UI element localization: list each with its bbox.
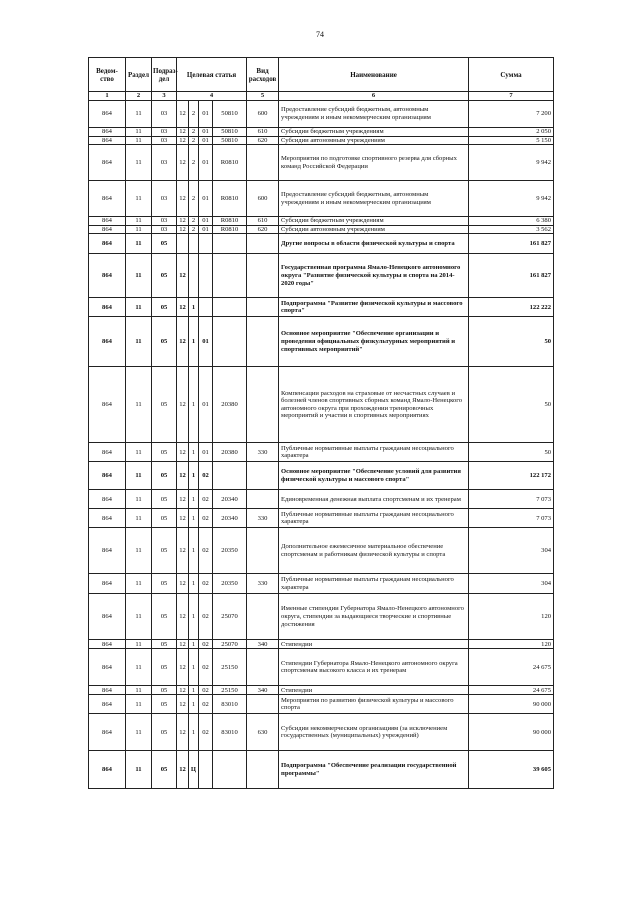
event-code-cell: 01: [199, 367, 213, 443]
table-row: [89, 298, 554, 317]
subprogram-code-cell: 2: [189, 225, 199, 234]
name-cell: Подпрограмма "Обеспечение реализации государственной программы": [279, 751, 469, 789]
col-number: 1: [89, 92, 126, 101]
col-number: 3: [152, 92, 177, 101]
podrazdel-cell: 05: [152, 509, 177, 528]
sum-cell: 304: [469, 574, 554, 594]
event-code-cell: 02: [199, 649, 213, 686]
expense-type-cell: 610: [247, 217, 279, 226]
podrazdel-cell: 05: [152, 254, 177, 298]
name-cell: Государственная программа Ямало-Ненецкого автономного округа "Развитие физической культуры и спорта на 2014-2020 годы": [279, 254, 469, 298]
event-code-cell: 02: [199, 686, 213, 695]
expense-type-cell: 340: [247, 686, 279, 695]
ved-cell: 864: [89, 686, 126, 695]
table-row: [89, 101, 554, 128]
name-cell: Компенсации расходов на страховые от несчастных случаев и болезней членов спортивных сборных команд Ямало-Ненецкого автономного округа при прохождении тренировочных мероприятий и участии в спортивных мероприятиях: [279, 367, 469, 443]
table-body: [89, 101, 554, 789]
column-number-row: [89, 92, 554, 101]
event-code-cell: 02: [199, 714, 213, 751]
direction-code-cell: R0810: [213, 217, 247, 226]
ved-cell: 864: [89, 217, 126, 226]
col-number: 7: [469, 92, 554, 101]
podrazdel-cell: 05: [152, 574, 177, 594]
podrazdel-cell: 05: [152, 649, 177, 686]
event-code-cell: 01: [199, 217, 213, 226]
name-cell: Основное мероприятие "Обеспечение условий для развития физической культуры и массового спорта": [279, 462, 469, 490]
expense-type-cell: [247, 367, 279, 443]
sum-cell: 122 172: [469, 462, 554, 490]
expense-type-cell: [247, 751, 279, 789]
sum-cell: 2 050: [469, 128, 554, 137]
ved-cell: 864: [89, 462, 126, 490]
event-code-cell: 02: [199, 528, 213, 574]
subprogram-code-cell: 2: [189, 217, 199, 226]
expense-type-cell: 600: [247, 101, 279, 128]
direction-code-cell: [213, 234, 247, 254]
subprogram-code-cell: 1: [189, 490, 199, 509]
ved-cell: 864: [89, 225, 126, 234]
name-cell: Субсидии автономным учреждениям: [279, 225, 469, 234]
sum-cell: 120: [469, 594, 554, 640]
sum-cell: 24 675: [469, 649, 554, 686]
razdel-cell: 11: [126, 594, 152, 640]
program-code-cell: 12: [177, 649, 189, 686]
table-row: [89, 751, 554, 789]
expense-type-cell: 620: [247, 225, 279, 234]
event-code-cell: [199, 254, 213, 298]
table-row: [89, 462, 554, 490]
ved-cell: 864: [89, 751, 126, 789]
name-cell: Основное мероприятие "Обеспечение организации и проведения официальных физкультурных мероприятий и спортивных мероприятий": [279, 317, 469, 367]
header-naimenovanie: Наименование: [279, 58, 469, 92]
razdel-cell: 11: [126, 574, 152, 594]
ved-cell: 864: [89, 443, 126, 462]
razdel-cell: 11: [126, 443, 152, 462]
program-code-cell: 12: [177, 594, 189, 640]
razdel-cell: 11: [126, 128, 152, 137]
name-cell: Единовременная денежная выплата спортсменам и их тренерам: [279, 490, 469, 509]
ved-cell: 864: [89, 594, 126, 640]
header-podrazdel: Подраз-дел: [152, 58, 177, 92]
ved-cell: 864: [89, 136, 126, 145]
ved-cell: 864: [89, 490, 126, 509]
expense-type-cell: [247, 234, 279, 254]
table-row: [89, 217, 554, 226]
name-cell: Стипендии: [279, 640, 469, 649]
name-cell: Субсидии бюджетным учреждениям: [279, 217, 469, 226]
sum-cell: 50: [469, 317, 554, 367]
event-code-cell: 01: [199, 317, 213, 367]
event-code-cell: 01: [199, 101, 213, 128]
subprogram-code-cell: 1: [189, 443, 199, 462]
sum-cell: 90 000: [469, 695, 554, 714]
subprogram-code-cell: 1: [189, 714, 199, 751]
subprogram-code-cell: [189, 254, 199, 298]
direction-code-cell: R0810: [213, 145, 247, 181]
podrazdel-cell: 05: [152, 234, 177, 254]
podrazdel-cell: 05: [152, 751, 177, 789]
sum-cell: 6 380: [469, 217, 554, 226]
event-code-cell: 02: [199, 695, 213, 714]
podrazdel-cell: 05: [152, 594, 177, 640]
name-cell: Публичные нормативные выплаты гражданам несоциального характера: [279, 443, 469, 462]
program-code-cell: 12: [177, 128, 189, 137]
subprogram-code-cell: 2: [189, 136, 199, 145]
table-row: [89, 136, 554, 145]
podrazdel-cell: 05: [152, 317, 177, 367]
name-cell: Другие вопросы в области физической культуры и спорта: [279, 234, 469, 254]
event-code-cell: [199, 751, 213, 789]
expense-type-cell: 330: [247, 509, 279, 528]
ved-cell: 864: [89, 649, 126, 686]
ved-cell: 864: [89, 509, 126, 528]
direction-code-cell: 20340: [213, 490, 247, 509]
razdel-cell: 11: [126, 528, 152, 574]
ved-cell: 864: [89, 367, 126, 443]
sum-cell: 304: [469, 528, 554, 574]
subprogram-code-cell: 1: [189, 462, 199, 490]
event-code-cell: 01: [199, 128, 213, 137]
podrazdel-cell: 05: [152, 298, 177, 317]
podrazdel-cell: 05: [152, 367, 177, 443]
direction-code-cell: 25150: [213, 649, 247, 686]
event-code-cell: [199, 298, 213, 317]
expense-type-cell: 630: [247, 714, 279, 751]
razdel-cell: 11: [126, 181, 152, 217]
sum-cell: 90 000: [469, 714, 554, 751]
expense-type-cell: [247, 649, 279, 686]
subprogram-code-cell: 2: [189, 101, 199, 128]
expense-type-cell: [247, 490, 279, 509]
podrazdel-cell: 03: [152, 101, 177, 128]
sum-cell: 7 200: [469, 101, 554, 128]
program-code-cell: 12: [177, 217, 189, 226]
table-row: [89, 443, 554, 462]
sum-cell: 24 675: [469, 686, 554, 695]
subprogram-code-cell: Ц: [189, 751, 199, 789]
table-row: [89, 574, 554, 594]
program-code-cell: 12: [177, 367, 189, 443]
podrazdel-cell: 03: [152, 217, 177, 226]
ved-cell: 864: [89, 254, 126, 298]
podrazdel-cell: 05: [152, 490, 177, 509]
program-code-cell: 12: [177, 101, 189, 128]
col-number: 5: [247, 92, 279, 101]
table-row: [89, 181, 554, 217]
direction-code-cell: 50810: [213, 101, 247, 128]
program-code-cell: 12: [177, 298, 189, 317]
direction-code-cell: 50810: [213, 136, 247, 145]
direction-code-cell: 25070: [213, 640, 247, 649]
sum-cell: 9 942: [469, 145, 554, 181]
table-row: [89, 649, 554, 686]
name-cell: Мероприятия по развитию физической культуры и массового спорта: [279, 695, 469, 714]
expense-type-cell: 620: [247, 136, 279, 145]
budget-table: [88, 57, 554, 789]
sum-cell: 50: [469, 443, 554, 462]
podrazdel-cell: 03: [152, 225, 177, 234]
podrazdel-cell: 05: [152, 714, 177, 751]
subprogram-code-cell: 1: [189, 649, 199, 686]
direction-code-cell: [213, 317, 247, 367]
razdel-cell: 11: [126, 136, 152, 145]
direction-code-cell: 20380: [213, 367, 247, 443]
subprogram-code-cell: 1: [189, 574, 199, 594]
subprogram-code-cell: 1: [189, 695, 199, 714]
razdel-cell: 11: [126, 317, 152, 367]
table-row: [89, 594, 554, 640]
podrazdel-cell: 05: [152, 462, 177, 490]
program-code-cell: [177, 234, 189, 254]
expense-type-cell: [247, 462, 279, 490]
subprogram-code-cell: 1: [189, 298, 199, 317]
razdel-cell: 11: [126, 254, 152, 298]
direction-code-cell: 20350: [213, 574, 247, 594]
event-code-cell: [199, 234, 213, 254]
table-row: [89, 367, 554, 443]
razdel-cell: 11: [126, 695, 152, 714]
sum-cell: 50: [469, 367, 554, 443]
table-row: [89, 509, 554, 528]
program-code-cell: 12: [177, 225, 189, 234]
program-code-cell: 12: [177, 695, 189, 714]
razdel-cell: 11: [126, 509, 152, 528]
expense-type-cell: 600: [247, 181, 279, 217]
table-row: [89, 317, 554, 367]
ved-cell: 864: [89, 101, 126, 128]
table-row: [89, 225, 554, 234]
direction-code-cell: 20350: [213, 528, 247, 574]
subprogram-code-cell: 1: [189, 686, 199, 695]
col-number: 2: [126, 92, 152, 101]
razdel-cell: 11: [126, 101, 152, 128]
expense-type-cell: [247, 254, 279, 298]
ved-cell: 864: [89, 317, 126, 367]
razdel-cell: 11: [126, 649, 152, 686]
name-cell: Стипендии: [279, 686, 469, 695]
subprogram-code-cell: 1: [189, 594, 199, 640]
sum-cell: 120: [469, 640, 554, 649]
direction-code-cell: R0810: [213, 225, 247, 234]
table-row: [89, 640, 554, 649]
razdel-cell: 11: [126, 145, 152, 181]
direction-code-cell: [213, 751, 247, 789]
page-number: 74: [316, 30, 324, 39]
razdel-cell: 11: [126, 298, 152, 317]
header-vid-rashodov: Вид расходов: [247, 58, 279, 92]
subprogram-code-cell: 2: [189, 181, 199, 217]
ved-cell: 864: [89, 640, 126, 649]
name-cell: Стипендии Губернатора Ямало-Ненецкого автономного округа спортсменам высокого класса и их тренерам: [279, 649, 469, 686]
name-cell: Предоставление субсидий бюджетным, автономным учреждениям и иным некоммерческим организациям: [279, 101, 469, 128]
ved-cell: 864: [89, 128, 126, 137]
name-cell: Публичные нормативные выплаты гражданам несоциального характера: [279, 574, 469, 594]
direction-code-cell: 20340: [213, 509, 247, 528]
sum-cell: 9 942: [469, 181, 554, 217]
program-code-cell: 12: [177, 528, 189, 574]
name-cell: Дополнительное ежемесячное материальное обеспечение спортсменам и работникам физической культуры и спорта: [279, 528, 469, 574]
program-code-cell: 12: [177, 490, 189, 509]
program-code-cell: 12: [177, 317, 189, 367]
name-cell: Именные стипендии Губернатора Ямало-Ненецкого автономного округа, стипендии за выдающиеся творческие и спортивные достижения: [279, 594, 469, 640]
podrazdel-cell: 03: [152, 181, 177, 217]
program-code-cell: 12: [177, 574, 189, 594]
name-cell: Подпрограмма "Развитие физической культуры и массового спорта": [279, 298, 469, 317]
header-summa: Сумма: [469, 58, 554, 92]
table-row: [89, 128, 554, 137]
ved-cell: 864: [89, 145, 126, 181]
direction-code-cell: 20380: [213, 443, 247, 462]
ved-cell: 864: [89, 714, 126, 751]
event-code-cell: 02: [199, 640, 213, 649]
table-row: [89, 490, 554, 509]
sum-cell: 5 150: [469, 136, 554, 145]
event-code-cell: 01: [199, 181, 213, 217]
name-cell: Мероприятия по подготовке спортивного резерва для сборных команд Российской Федерации: [279, 145, 469, 181]
podrazdel-cell: 05: [152, 640, 177, 649]
direction-code-cell: 25150: [213, 686, 247, 695]
expense-type-cell: 340: [247, 640, 279, 649]
program-code-cell: 12: [177, 443, 189, 462]
subprogram-code-cell: 2: [189, 145, 199, 181]
table-row: [89, 695, 554, 714]
ved-cell: 864: [89, 234, 126, 254]
ved-cell: 864: [89, 528, 126, 574]
event-code-cell: 01: [199, 225, 213, 234]
expense-type-cell: [247, 145, 279, 181]
col-number: 6: [279, 92, 469, 101]
event-code-cell: 02: [199, 462, 213, 490]
expense-type-cell: [247, 695, 279, 714]
razdel-cell: 11: [126, 217, 152, 226]
subprogram-code-cell: 1: [189, 317, 199, 367]
razdel-cell: 11: [126, 462, 152, 490]
direction-code-cell: 25070: [213, 594, 247, 640]
razdel-cell: 11: [126, 714, 152, 751]
sum-cell: 7 073: [469, 490, 554, 509]
razdel-cell: 11: [126, 234, 152, 254]
razdel-cell: 11: [126, 225, 152, 234]
header-tselevaya-statya: Целевая статья: [177, 58, 247, 92]
table-row: [89, 714, 554, 751]
table-row: [89, 686, 554, 695]
ved-cell: 864: [89, 695, 126, 714]
expense-type-cell: [247, 317, 279, 367]
expense-type-cell: 330: [247, 574, 279, 594]
subprogram-code-cell: [189, 234, 199, 254]
razdel-cell: 11: [126, 367, 152, 443]
event-code-cell: 02: [199, 490, 213, 509]
event-code-cell: 01: [199, 443, 213, 462]
sum-cell: 7 073: [469, 509, 554, 528]
program-code-cell: 12: [177, 686, 189, 695]
name-cell: Предоставление субсидий бюджетным, автономным учреждениям и иным некоммерческим организациям: [279, 181, 469, 217]
direction-code-cell: 83010: [213, 714, 247, 751]
direction-code-cell: [213, 254, 247, 298]
event-code-cell: 01: [199, 145, 213, 181]
program-code-cell: 12: [177, 751, 189, 789]
sum-cell: 161 827: [469, 234, 554, 254]
name-cell: Субсидии бюджетным учреждениям: [279, 128, 469, 137]
header-razdel: Раздел: [126, 58, 152, 92]
direction-code-cell: [213, 298, 247, 317]
expense-type-cell: 610: [247, 128, 279, 137]
event-code-cell: 01: [199, 136, 213, 145]
sum-cell: 39 605: [469, 751, 554, 789]
razdel-cell: 11: [126, 751, 152, 789]
sum-cell: 3 562: [469, 225, 554, 234]
direction-code-cell: R0810: [213, 181, 247, 217]
podrazdel-cell: 03: [152, 145, 177, 181]
subprogram-code-cell: 1: [189, 509, 199, 528]
ved-cell: 864: [89, 574, 126, 594]
sum-cell: 161 827: [469, 254, 554, 298]
table-row: [89, 145, 554, 181]
program-code-cell: 12: [177, 462, 189, 490]
sum-cell: 122 222: [469, 298, 554, 317]
program-code-cell: 12: [177, 509, 189, 528]
podrazdel-cell: 05: [152, 528, 177, 574]
table-row: [89, 528, 554, 574]
event-code-cell: 02: [199, 574, 213, 594]
expense-type-cell: [247, 594, 279, 640]
razdel-cell: 11: [126, 490, 152, 509]
podrazdel-cell: 03: [152, 136, 177, 145]
direction-code-cell: 83010: [213, 695, 247, 714]
ved-cell: 864: [89, 181, 126, 217]
direction-code-cell: 50810: [213, 128, 247, 137]
podrazdel-cell: 05: [152, 443, 177, 462]
name-cell: Субсидии автономным учреждениям: [279, 136, 469, 145]
subprogram-code-cell: 2: [189, 128, 199, 137]
program-code-cell: 12: [177, 254, 189, 298]
program-code-cell: 12: [177, 640, 189, 649]
col-number: 4: [177, 92, 247, 101]
razdel-cell: 11: [126, 640, 152, 649]
razdel-cell: 11: [126, 686, 152, 695]
expense-type-cell: 330: [247, 443, 279, 462]
event-code-cell: 02: [199, 594, 213, 640]
podrazdel-cell: 05: [152, 695, 177, 714]
subprogram-code-cell: 1: [189, 367, 199, 443]
ved-cell: 864: [89, 298, 126, 317]
header-ved: Ведом-ство: [89, 58, 126, 92]
table-row: [89, 234, 554, 254]
expense-type-cell: [247, 298, 279, 317]
podrazdel-cell: 05: [152, 686, 177, 695]
podrazdel-cell: 03: [152, 128, 177, 137]
direction-code-cell: [213, 462, 247, 490]
subprogram-code-cell: 1: [189, 640, 199, 649]
subprogram-code-cell: 1: [189, 528, 199, 574]
name-cell: Публичные нормативные выплаты гражданам несоциального характера: [279, 509, 469, 528]
name-cell: Субсидии некоммерческим организациям (за исключением государственных (муниципальных) учреждений): [279, 714, 469, 751]
event-code-cell: 02: [199, 509, 213, 528]
program-code-cell: 12: [177, 714, 189, 751]
program-code-cell: 12: [177, 136, 189, 145]
expense-type-cell: [247, 528, 279, 574]
program-code-cell: 12: [177, 181, 189, 217]
program-code-cell: 12: [177, 145, 189, 181]
table-row: [89, 254, 554, 298]
